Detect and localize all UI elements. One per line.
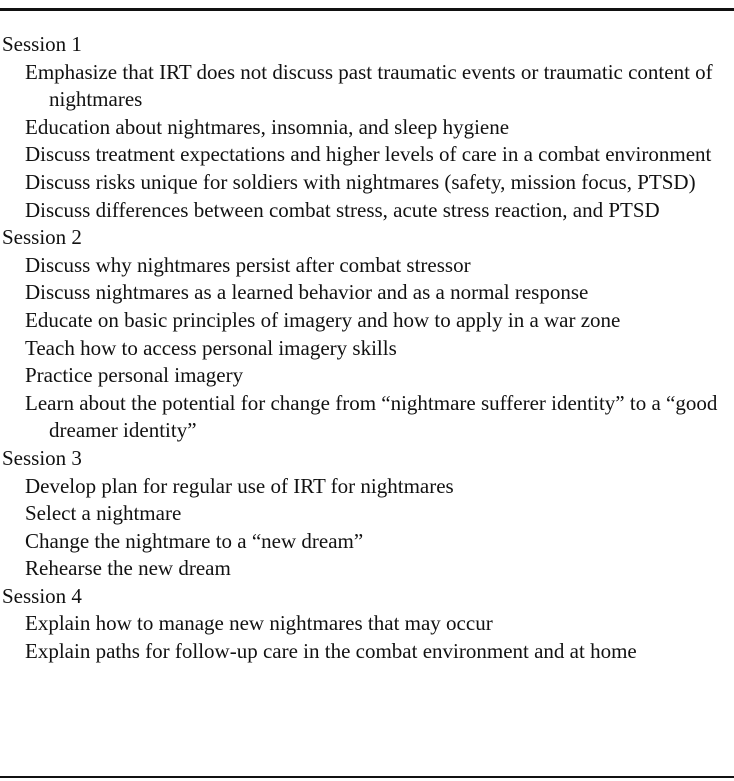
session-item: Educate on basic principles of imagery and how to apply in a war zone [25,307,621,332]
table-top-rule [0,8,734,11]
session-item: Practice personal imagery [25,363,244,388]
session-item: Discuss differences between combat stress, acute stress reaction, and PTSD [25,197,660,222]
session-item: Teach how to access personal imagery skills [25,335,397,360]
session-item: Discuss risks unique for soldiers with nightmares (safety, mission focus, PTSD) [25,169,696,194]
session-4 [0,583,734,666]
session-3 [0,445,734,583]
session-item: Explain how to manage new nightmares that may occur [25,611,493,636]
session-item: Rehearse the new dream [25,556,231,581]
session-title: Session 3 [2,445,82,470]
session-2 [0,224,734,445]
session-item: Select a nightmare [25,501,182,526]
session-item: Learn about the potential for change from “nightmare sufferer identity” to a “good dreamer identity” [25,390,718,443]
session-item: Discuss why nightmares persist after combat stressor [25,252,471,277]
session-item: Develop plan for regular use of IRT for nightmares [25,473,454,498]
table-body [0,31,734,666]
session-item: Change the nightmare to a “new dream” [25,528,364,553]
session-1 [0,31,734,224]
session-item: Explain paths for follow-up care in the combat environment and at home [25,639,637,664]
session-item: Discuss nightmares as a learned behavior and as a normal response [25,280,589,305]
table-bottom-rule [0,776,734,778]
session-title: Session 2 [2,225,82,250]
session-title: Session 1 [2,32,82,56]
session-title: Session 4 [2,583,82,608]
session-item: Education about nightmares, insomnia, and sleep hygiene [25,114,510,139]
session-item: Discuss treatment expectations and higher levels of care in a combat environment [25,142,712,167]
session-item: Emphasize that IRT does not discuss past traumatic events or traumatic content of nightmares [25,59,713,112]
